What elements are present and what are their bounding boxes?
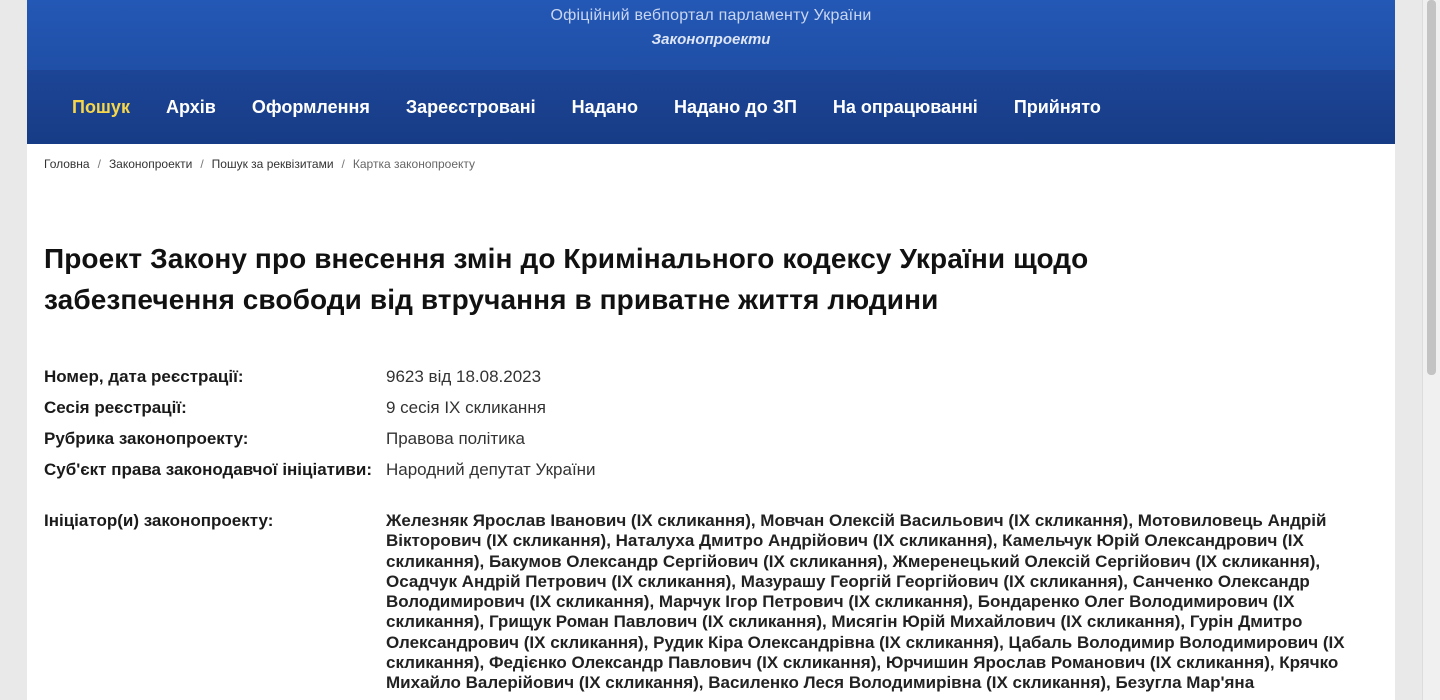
detail-row-subject (44, 460, 1384, 511)
nav-item-in-processing[interactable]: На опрацюванні (832, 97, 978, 117)
site-banner (27, 0, 1395, 70)
initiators-value[interactable]: Железняк Ярослав Іванович (IX скликання), Мовчан Олексій Васильович (IX скликання), Мотовиловець Андрій Вікторович (IX скликання), Наталуха Дмитро Андрійович (IX скликання), Камельчук Юрій Олександрович (IX скликання), Бакумов Олександр Сергійович (IX скликання), Жмеренецький Олексій Сергійович (IX скликання), Осадчук Андрій Петрович (IX скликання), Мазурашу Георгій Георгійович (IX скликання), Санченко Олександр Володимирович (IX скликання), Марчук Ігор Петрович (IX скликання), Бондаренко Олег Володимирович (IX скликання), Грищук Роман Павлович (IX скликання), Мисягін Юрій Михайлович (IX скликання), Гурін Дмитро Олександрович (IX скликання), Рудик Кіра Олександрівна (IX скликання), Цабаль Володимир Володимирович (IX скликання), Федієнко Олександр Павлович (IX скликання), Юрчишин Ярослав Романович (IX скликання), Крячко Михайло Валерійович (IX скликання), Василенко Леся Володимирівна (IX скликання), Безугла Мар'яна (386, 511, 1345, 693)
breadcrumb-separator: / (97, 157, 101, 171)
nav-item-search[interactable]: Пошук (72, 97, 130, 117)
bill-details (44, 367, 1384, 694)
rubric-label: Рубрика законопроекту: (44, 429, 249, 448)
breadcrumb-home[interactable]: Головна (44, 157, 90, 171)
nav-item-archive[interactable]: Архів (165, 97, 216, 117)
subject-label: Суб'єкт права законодавчої ініціативи: (44, 460, 372, 479)
breadcrumb (44, 157, 475, 171)
breadcrumb-separator: / (341, 157, 345, 171)
breadcrumb-search[interactable]: Пошук за реквізитами (211, 157, 334, 171)
section-title[interactable]: Законопроекти (651, 31, 771, 48)
detail-row-number (44, 367, 1384, 398)
nav-item-provided[interactable]: Надано (571, 97, 638, 117)
breadcrumb-bills[interactable]: Законопроекти (108, 157, 193, 171)
vertical-scrollbar[interactable] (1422, 0, 1440, 700)
breadcrumb-separator: / (200, 157, 204, 171)
scrollbar-thumb[interactable] (1427, 0, 1436, 375)
nav-item-formation[interactable]: Оформлення (251, 97, 370, 117)
page-container (27, 0, 1395, 700)
main-nav (27, 70, 1395, 144)
rubric-value: Правова політика (386, 429, 525, 448)
detail-row-rubric (44, 429, 1384, 460)
breadcrumb-current: Картка законопроекту (352, 157, 476, 171)
subject-value: Народний депутат України (386, 460, 596, 479)
portal-title[interactable]: Офіційний вебпортал парламенту України (550, 7, 872, 24)
bill-title: Проект Закону про внесення змін до Кримінального кодексу України щодо забезпечення свободи від втручання в приватне життя людини (44, 243, 1089, 315)
initiators-label: Ініціатор(и) законопроекту: (44, 511, 274, 530)
detail-row-session (44, 398, 1384, 429)
number-value: 9623 від 18.08.2023 (386, 367, 542, 386)
session-label: Сесія реєстрації: (44, 398, 187, 417)
nav-item-adopted[interactable]: Прийнято (1013, 97, 1101, 117)
nav-item-registered[interactable]: Зареєстровані (405, 97, 536, 117)
nav-item-provided-to-zp[interactable]: Надано до ЗП (673, 97, 797, 117)
number-label: Номер, дата реєстрації: (44, 367, 244, 386)
session-value: 9 сесія IX скликання (386, 398, 546, 417)
detail-row-initiators (44, 511, 1384, 694)
